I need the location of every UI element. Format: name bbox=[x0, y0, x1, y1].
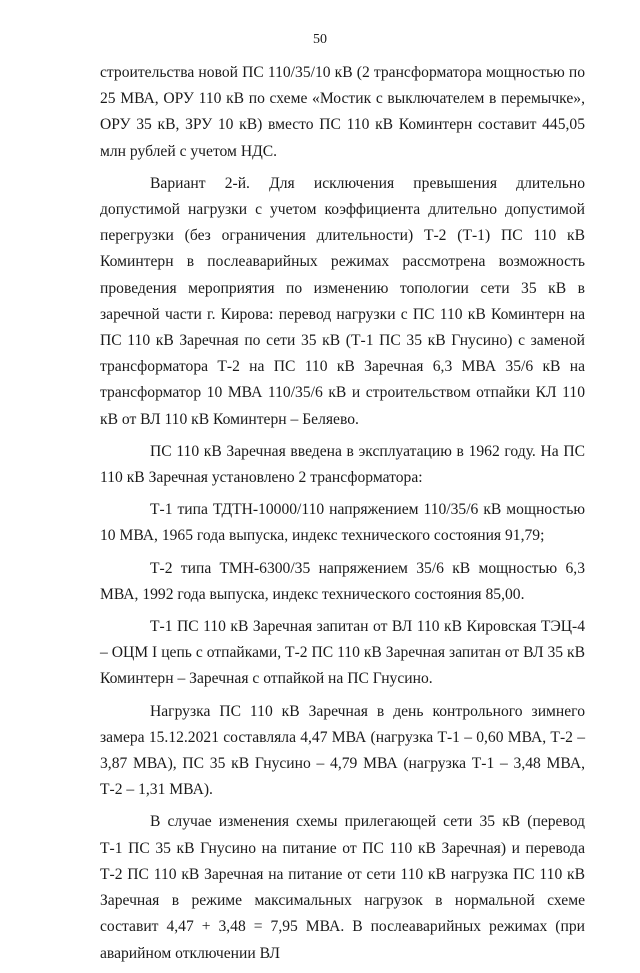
page-number: 50 bbox=[313, 32, 327, 47]
paragraph-transformer-t2: Т-2 типа ТМН-6300/35 напряжением 35/6 кВ мощностью 6,3 МВА, 1992 года выпуска, индекс технического состояния 85,00. bbox=[100, 559, 585, 603]
paragraph-substation-intro: ПС 110 кВ Заречная введена в эксплуатацию в 1962 году. На ПС 110 кВ Заречная установлено 2 трансформатора: bbox=[100, 442, 585, 487]
paragraph-continuation: строительства новой ПС 110/35/10 кВ (2 трансформатора мощностью по 25 МВА, ОРУ 110 кВ по схеме «Мостик с выключателем в перемычке», ОРУ 35 кВ, ЗРУ 10 кВ) вместо ПС 110 кВ Коминтерн составит 445,05 млн рублей с учетом НДС. bbox=[100, 64, 585, 160]
paragraph-power-supply: Т-1 ПС 110 кВ Заречная запитан от ВЛ 110 кВ Кировская ТЭЦ-4 – ОЦМ I цепь с отпайками, Т-2 ПС 110 кВ Заречная запитан от ВЛ 35 кВ Коминтерн – Заречная с отпайкой на ПС Гнусино. bbox=[100, 618, 585, 688]
paragraph-transformer-t1: Т-1 типа ТДТН-10000/110 напряжением 110/35/6 кВ мощностью 10 МВА, 1965 года выпуска, индекс технического состояния 91,79; bbox=[100, 501, 585, 545]
paragraph-variant-2: Вариант 2-й. Для исключения превышения длительно допустимой нагрузки с учетом коэффициента длительно допустимой перегрузки (без ограничения длительности) Т-2 (Т-1) ПС 110 кВ Коминтерн в послеаварийных режимах рассмотрена возможность проведения мероприятия по изменению топологии сети 35 кВ в заречной части г. Кирова: перевод нагрузки с ПС 110 кВ Коминтерн на ПС 110 кВ Заречная по сети 35 кВ (Т-1 ПС 35 кВ Гнусино) с заменой трансформатора Т-2 на ПС 110 кВ Заречная 6,3 МВА 35/6 кВ на трансформатор 10 МВА 110/35/6 кВ и строительством отпайки КЛ 110 кВ от ВЛ 110 кВ Коминтерн – Беляево. bbox=[100, 174, 585, 428]
document-body bbox=[100, 60, 585, 973]
paragraph-load-measurement: Нагрузка ПС 110 кВ Заречная в день контрольного зимнего замера 15.12.2021 составляла 4,47 МВА (нагрузка Т-1 – 0,60 МВА, Т-2 – 3,87 МВА), ПС 35 кВ Гнусино – 4,79 МВА (нагрузка Т-1 – 3,48 МВА, Т-2 – 1,31 МВА). bbox=[100, 702, 585, 799]
paragraph-scheme-change: В случае изменения схемы прилегающей сети 35 кВ (перевод Т-1 ПС 35 кВ Гнусино на питание от ПС 110 кВ Заречная) и перевода Т-2 ПС 110 кВ Заречная на питание от сети 110 кВ нагрузка ПС 110 кВ Заречная в режиме максимальных нагрузок в нормальной схеме составит 4,47 + 3,48 = 7,95 МВА. В послеаварийных режимах (при аварийном отключении ВЛ bbox=[100, 813, 585, 962]
